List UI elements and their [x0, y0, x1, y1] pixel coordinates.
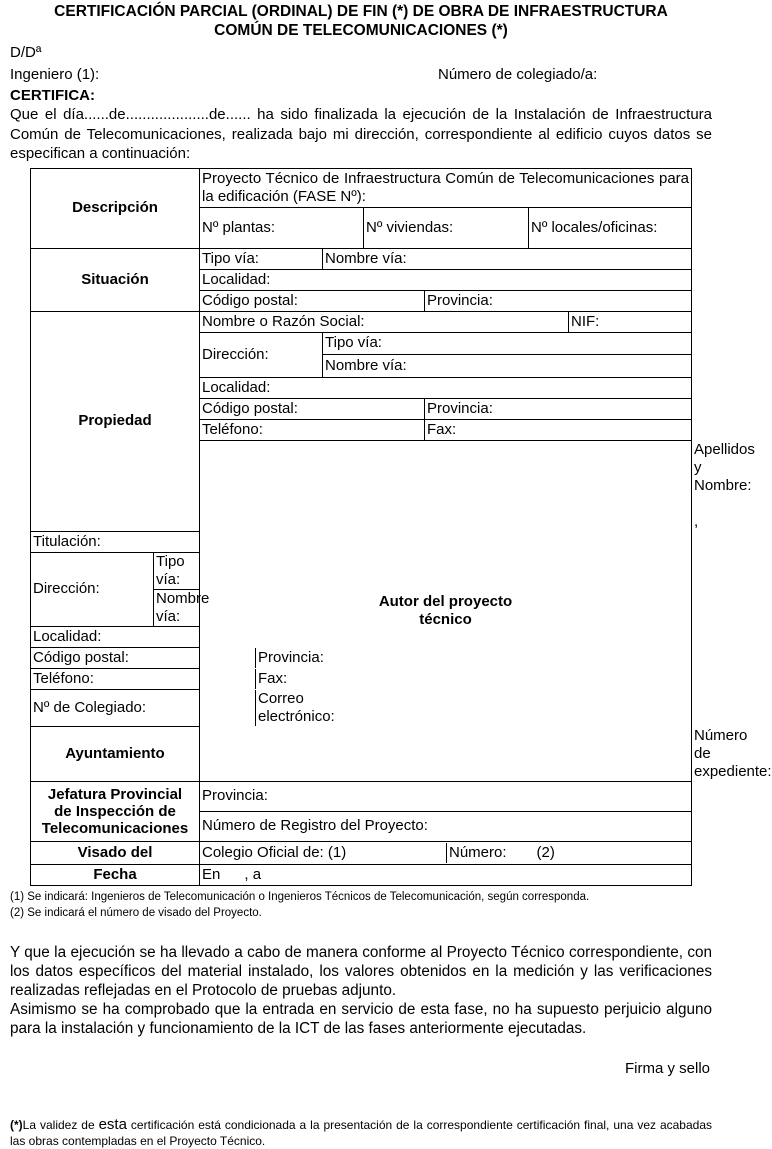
autor-direccion: Dirección: — [31, 553, 154, 626]
autor-titulacion: Titulación: — [31, 531, 200, 552]
intro-paragraph: Que el día......de....................de...... ha sido finalizada la ejecución de la Instalación de Infraestructura Común de Telecomunicaciones, realizada bajo mi dirección, correspondiente al edificio cuyos datos se especifican a continuación: — [10, 106, 712, 162]
note-post: certificación está condicionada a la presentación de la correspondiente certificación final, una vez acabadas las obras contempladas en el Proyecto Técnico. — [10, 1117, 712, 1148]
autor-nombre-via: Nombre vía: — [156, 589, 210, 625]
footnote-2: (2) Se indicará el número de visado del Proyecto. — [10, 906, 262, 919]
title-line-2: COMÚN DE TELECOMUNICACIONES (*) — [214, 22, 508, 39]
footnote-1: (1) Se indicará: Ingenieros de Telecomunicación o Ingenieros Técnicos de Telecomunicación, según corresponda. — [10, 890, 590, 903]
building-data-table: Descripción Proyecto Técnico de Infraestructura Común de Telecomunicaciones para la edificación (FASE Nº): Nº plantas: Nº viviendas: Nº locales/oficinas: Situación Tipo vía: Nombre vía: Localidad: Código postal: Provincia: Propiedad Nombre o Razón Social: NIF: Dirección: Tipo vía: Nombre vía: Localidad: Código postal: Provincia: Teléfono: Fax: Autor del proyecto técnico Apellidos y Nombre:, Titulación: Dirección: Tipo vía: Nombre vía: Localidad: Código postal: Provincia: Teléfono: Fax: Nº de Colegiado: Correo electrónico: Ayuntamiento Número de expediente: Jefatura Provincial de Inspección de Telecomunicaciones Provincia: Número de Registro del Proyecto: Visado del Colegio Oficial de: (1) Número: (2) Fecha En , a — [30, 168, 692, 886]
situacion-tipo-via: Tipo vía: — [200, 249, 323, 269]
document-title — [10, 0, 712, 40]
colegiado-label: Número de colegiado/a: — [438, 66, 598, 83]
visado-label: Visado del — [31, 841, 200, 864]
propiedad-razon-social: Nombre o Razón Social: — [200, 312, 569, 332]
situacion-codigo-postal: Código postal: — [200, 291, 425, 311]
jefatura-label-line-1: Jefatura Provincial — [47, 785, 183, 803]
autor-apellidos-comma: , — [694, 512, 699, 530]
jefatura-label — [31, 781, 200, 841]
situacion-provincia: Provincia: — [427, 291, 493, 309]
descripcion-label: Descripción — [31, 168, 200, 248]
fecha-a: , a — [244, 865, 262, 883]
jefatura-registro: Número de Registro del Proyecto: — [200, 811, 692, 841]
autor-colegiado: Nº de Colegiado: — [31, 690, 256, 726]
plantas-field: Nº plantas: — [200, 208, 364, 248]
note-pre: La validez de — [22, 1117, 99, 1132]
visado-colegio: Colegio Oficial de: (1) — [200, 843, 447, 863]
propiedad-nif: NIF: — [571, 312, 600, 330]
situacion-localidad: Localidad: — [200, 269, 692, 290]
viviendas-field: Nº viviendas: — [364, 208, 529, 248]
autor-tipo-via: Tipo vía: — [154, 553, 200, 590]
body-paragraph-1: Y que la ejecución se ha llevado a cabo de manera conforme al Proyecto Técnico correspondiente, con los datos específicos del material instalado, los valores obtenidos en la medición y las verificaciones realizadas reflejadas en el Protocolo de pruebas adjunto. — [10, 943, 712, 999]
fecha-label: Fecha — [31, 864, 200, 885]
autor-codigo-postal: Código postal: — [31, 648, 256, 668]
visado-numero: Número: — [449, 843, 507, 861]
certifica-heading: CERTIFICA: — [10, 87, 95, 104]
validity-note — [10, 1117, 712, 1149]
autor-label — [200, 440, 692, 781]
autor-label-line-1: Autor del proyecto — [378, 592, 513, 610]
propiedad-localidad: Localidad: — [200, 377, 692, 398]
propiedad-nombre-via: Nombre vía: — [325, 356, 407, 374]
propiedad-provincia: Provincia: — [427, 399, 493, 417]
locales-field: Nº locales/oficinas: — [531, 218, 658, 236]
situacion-nombre-via: Nombre vía: — [325, 249, 407, 267]
autor-localidad: Localidad: — [31, 626, 200, 647]
ingeniero-row — [10, 64, 712, 86]
jefatura-label-line-2: de Inspección de — [54, 802, 176, 820]
descripcion-proyecto: Proyecto Técnico de Infraestructura Común de Telecomunicaciones para la edificación (FASE Nº): — [200, 168, 692, 207]
propiedad-fax: Fax: — [427, 420, 457, 438]
propiedad-label: Propiedad — [31, 311, 200, 531]
signature-label: Firma y sello — [624, 1059, 710, 1077]
propiedad-telefono: Teléfono: — [200, 420, 425, 440]
title-line-1: CERTIFICACIÓN PARCIAL (ORDINAL) DE FIN (*) DE OBRA DE INFRAESTRUCTURA — [54, 3, 668, 20]
ingeniero-label: Ingeniero (1): — [10, 66, 100, 83]
autor-label-line-2: técnico — [419, 610, 472, 628]
situacion-label: Situación — [31, 248, 200, 311]
body-paragraph-2: Asimismo se ha comprobado que la entrada en servicio de esta fase, no ha supuesto perjuicio alguno para la instalación y funcionamiento de la ICT de las fases anteriormente ejecutadas. — [10, 1000, 712, 1037]
autor-telefono: Teléfono: — [31, 669, 256, 689]
fecha-en: En — [202, 865, 221, 883]
jefatura-label-line-3: Telecomunicaciones — [41, 819, 189, 837]
jefatura-provincia: Provincia: — [200, 781, 692, 811]
propiedad-tipo-via: Tipo vía: — [323, 333, 692, 355]
note-esta: esta — [98, 1115, 127, 1133]
visado-num-ref: (2) — [536, 843, 555, 861]
propiedad-direccion: Dirección: — [200, 333, 323, 377]
ayuntamiento-label: Ayuntamiento — [31, 726, 200, 781]
propiedad-codigo-postal: Código postal: — [200, 399, 425, 419]
dd-line: D/Dª — [10, 44, 42, 61]
autor-apellidos: Apellidos y Nombre: — [694, 440, 755, 494]
note-mark: (*) — [10, 1117, 23, 1132]
